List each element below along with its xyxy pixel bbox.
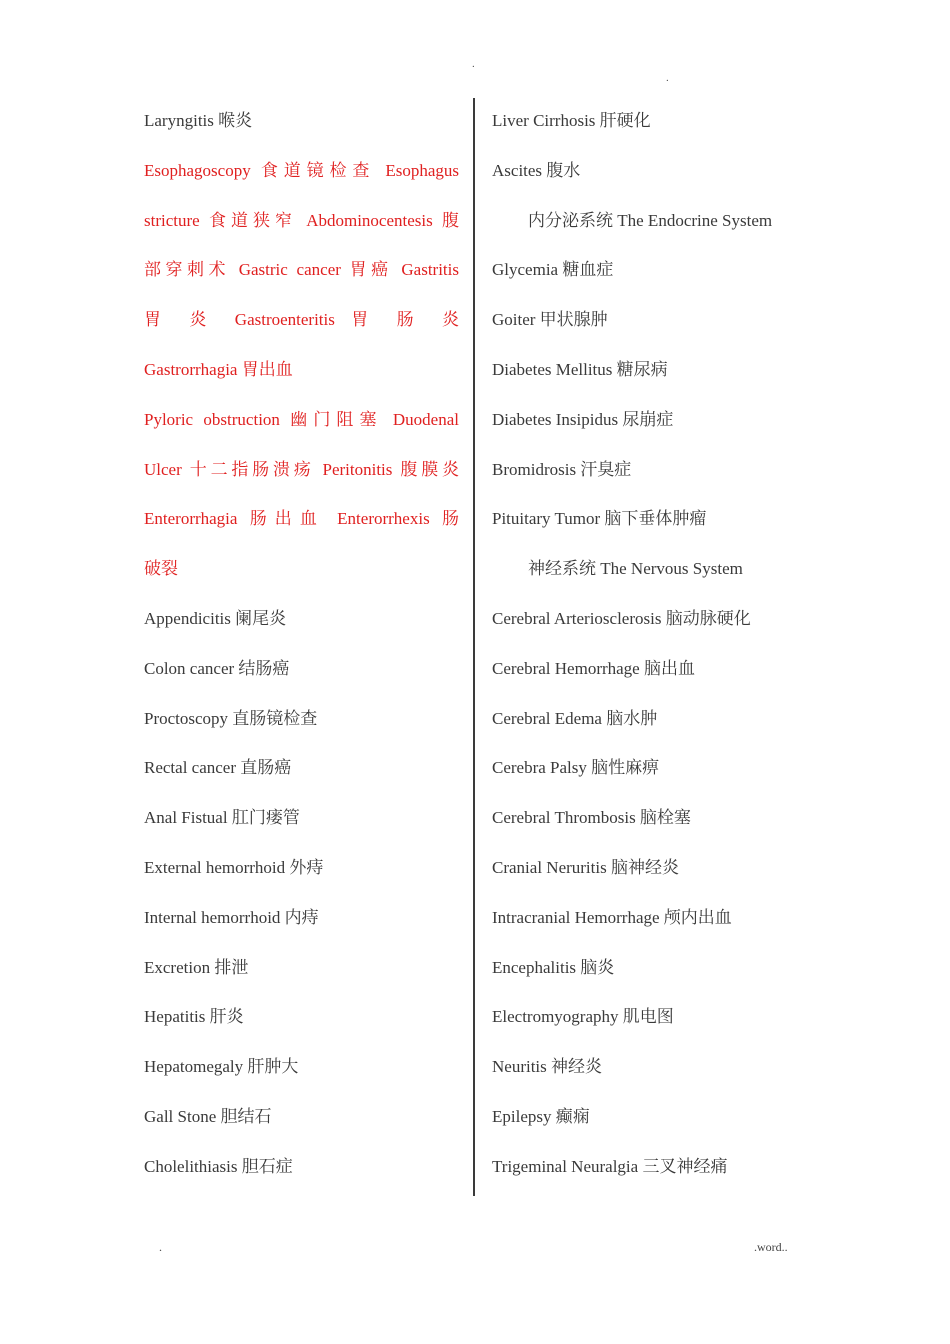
term-line: Glycemia 糖血症 [492,260,614,280]
term-line: Hepatitis 肝炎 [144,1007,244,1027]
term-line: Liver Cirrhosis 肝硬化 [492,111,651,130]
term-line: Cranial Neruritis 脑神经炎 [492,857,679,877]
term-line: Appendicitis 阑尾炎 [144,608,287,628]
header-dot-left: . [472,58,475,70]
right-term-column [492,96,812,1192]
term-line: Cerebral Thrombosis 脑栓塞 [492,808,691,828]
term-line: Excretion 排泄 [144,957,249,977]
term-line: Proctoscopy 直肠镜检查 [144,708,318,728]
header-dot-right: . [666,72,669,84]
term-line: Anal Fistual 肛门瘘管 [144,808,300,828]
term-line: Cerebral Hemorrhage 脑出血 [492,658,695,678]
term-line: Pyloric obstruction 幽门阻塞 Duodenal [144,409,459,429]
term-line: Esophagoscopy 食道镜检查 Esophagus [144,160,459,180]
term-line: Cerebra Palsy 脑性麻痹 [492,758,660,778]
term-line: Laryngitis 喉炎 [144,111,253,130]
term-line: Encephalitis 脑炎 [492,957,615,977]
term-line: 胃 炎 Gastroenteritis 胃 肠 炎 [144,310,459,330]
term-line: Enterorrhagia 肠出血 Enterorrhexis 肠 [144,509,459,529]
term-line: Intracranial Hemorrhage 颅内出血 [492,907,732,927]
term-line: Cholelithiasis 胆石症 [144,1156,293,1176]
term-line: Gall Stone 胆结石 [144,1106,272,1126]
term-line: Epilepsy 癫痫 [492,1106,590,1126]
term-line: Ascites 腹水 [492,160,581,180]
term-line: External hemorrhoid 外痔 [144,857,324,877]
term-line: Cerebral Edema 脑水肿 [492,708,658,728]
term-line: Hepatomegaly 肝肿大 [144,1057,299,1077]
left-term-column [144,96,459,1192]
term-line: Rectal cancer 直肠癌 [144,758,292,778]
term-line: Gastrorrhagia 胃出血 [144,359,293,379]
term-line: stricture 食道狭窄 Abdominocentesis 腹 [144,210,459,230]
term-line: Cerebral Arteriosclerosis 脑动脉硬化 [492,608,751,628]
term-line: 部穿刺术 Gastric cancer 胃癌 Gastritis [144,260,459,280]
column-divider [473,98,475,1196]
term-line: Colon cancer 结肠癌 [144,658,290,678]
footer-word: .word.. [754,1240,788,1254]
term-line: Trigeminal Neuralgia 三叉神经痛 [492,1156,728,1176]
term-line: 破裂 [144,559,178,579]
term-line: Neuritis 神经炎 [492,1057,603,1077]
term-line: Electromyography 肌电图 [492,1007,674,1027]
term-line: Diabetes Mellitus 糖尿病 [492,359,668,379]
footer-dot: . [159,1240,162,1254]
term-line: Bromidrosis 汗臭症 [492,459,632,479]
section-heading: 内分泌系统 The Endocrine System [528,210,773,230]
term-line: Ulcer 十二指肠溃疡 Peritonitis 腹膜炎 [144,459,459,479]
term-line: Pituitary Tumor 脑下垂体肿瘤 [492,509,707,529]
section-heading: 神经系统 The Nervous System [528,559,743,579]
term-line: Internal hemorrhoid 内痔 [144,907,319,927]
term-line: Goiter 甲状腺肿 [492,310,608,330]
term-line: Diabetes Insipidus 尿崩症 [492,409,674,429]
